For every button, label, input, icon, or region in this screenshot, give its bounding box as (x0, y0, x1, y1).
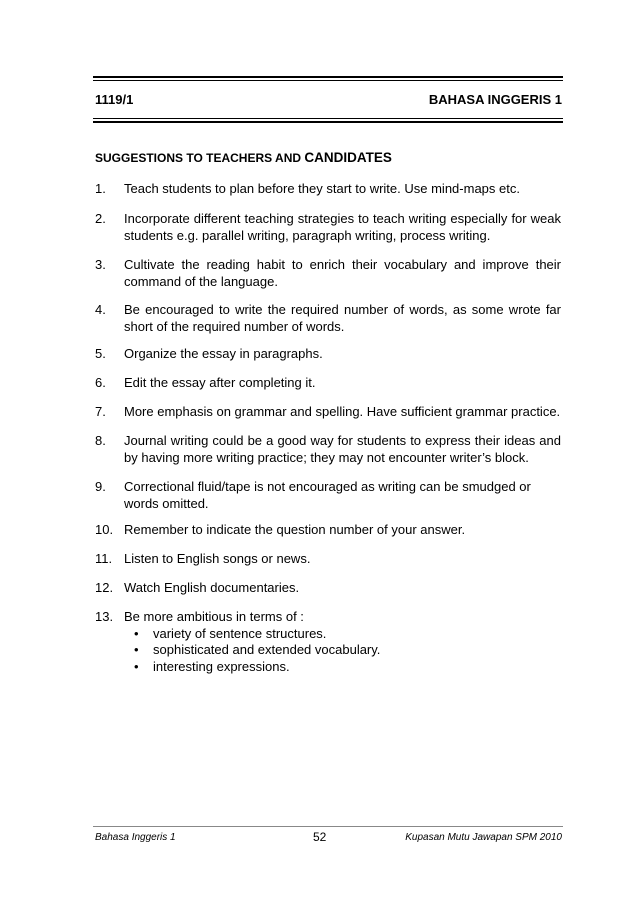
bullet-text: sophisticated and extended vocabulary. (153, 642, 381, 657)
item-number: 3. (95, 257, 106, 272)
paper-code: 1119/1 (95, 92, 134, 107)
header-bottom-rule (93, 121, 563, 123)
item-text: Be more ambitious in terms of : (124, 609, 304, 624)
footer-subject: Bahasa Inggeris 1 (95, 832, 176, 843)
header-top-rule (93, 76, 563, 78)
item-number: 1. (95, 181, 106, 196)
header-top-rule-thin (93, 80, 563, 81)
bullet-text: variety of sentence structures. (153, 625, 327, 641)
item-number: 9. (95, 479, 106, 494)
bullet-icon: • (134, 658, 139, 674)
item-text: Cultivate the reading habit to enrich their vocabulary and improve their command of the language. (124, 257, 561, 289)
item-text: Incorporate different teaching strategies to teach writing especially for weak students e.g. parallel writing, paragraph writing, process writing. (124, 211, 561, 243)
section-title-tail: CANDIDATES (304, 150, 392, 165)
list-item (95, 375, 561, 392)
item-text: Remember to indicate the question number of your answer. (124, 522, 466, 537)
list-item (95, 580, 561, 597)
item-text: Teach students to plan before they start to write. Use mind-maps etc. (124, 181, 520, 196)
item-number: 11. (95, 551, 113, 566)
list-item (95, 257, 561, 290)
section-title-lead: SUGGESTIONS TO TEACHERS AND (95, 151, 305, 165)
footer-publication: Kupasan Mutu Jawapan SPM 2010 (405, 832, 562, 843)
item-text: Journal writing could be a good way for students to express their ideas and by having more writing practice; they may not encounter writer’s block. (124, 433, 561, 465)
item-text: More emphasis on grammar and spelling. Have sufficient grammar practice. (124, 404, 561, 419)
list-item (95, 433, 561, 466)
item-text: Be encouraged to write the required number of words, as some wrote far short of the required number of words. (124, 302, 561, 334)
list-item (95, 551, 561, 568)
paper-subject: BAHASA INGGERIS 1 (428, 92, 562, 107)
list-item (95, 609, 561, 675)
list-item (95, 346, 561, 363)
page-number: 52 (313, 830, 327, 844)
list-item (95, 211, 561, 244)
item-number: 2. (95, 211, 106, 226)
footer-rule (93, 826, 563, 827)
item-number: 10. (95, 522, 114, 537)
list-item (95, 522, 561, 539)
item-number: 12. (95, 580, 114, 595)
item-text: Edit the essay after completing it. (124, 375, 316, 390)
item-text: Watch English documentaries. (124, 580, 300, 595)
list-item (95, 404, 561, 421)
bullet-text: interesting expressions. (153, 658, 290, 674)
item-text: Listen to English songs or news. (124, 551, 311, 566)
item-number: 13. (95, 609, 114, 624)
item-number: 5. (95, 346, 106, 361)
section-title (95, 150, 392, 165)
ambition-bullet-list (134, 626, 561, 676)
header-bottom-rule-thin (93, 118, 563, 119)
list-item (95, 302, 561, 335)
bullet-icon: • (134, 642, 139, 657)
bullet-icon: • (134, 625, 139, 641)
item-number: 7. (95, 404, 106, 419)
bullet-item (134, 626, 561, 643)
item-text: Organize the essay in paragraphs. (124, 346, 323, 361)
bullet-item (134, 642, 561, 659)
bullet-item (134, 659, 561, 676)
list-item (95, 181, 561, 198)
item-number: 4. (95, 302, 106, 317)
item-number: 6. (95, 375, 106, 390)
item-text: Correctional fluid/tape is not encouraged as writing can be smudged or words omitted. (124, 479, 531, 511)
list-item (95, 479, 561, 512)
item-number: 8. (95, 433, 106, 448)
